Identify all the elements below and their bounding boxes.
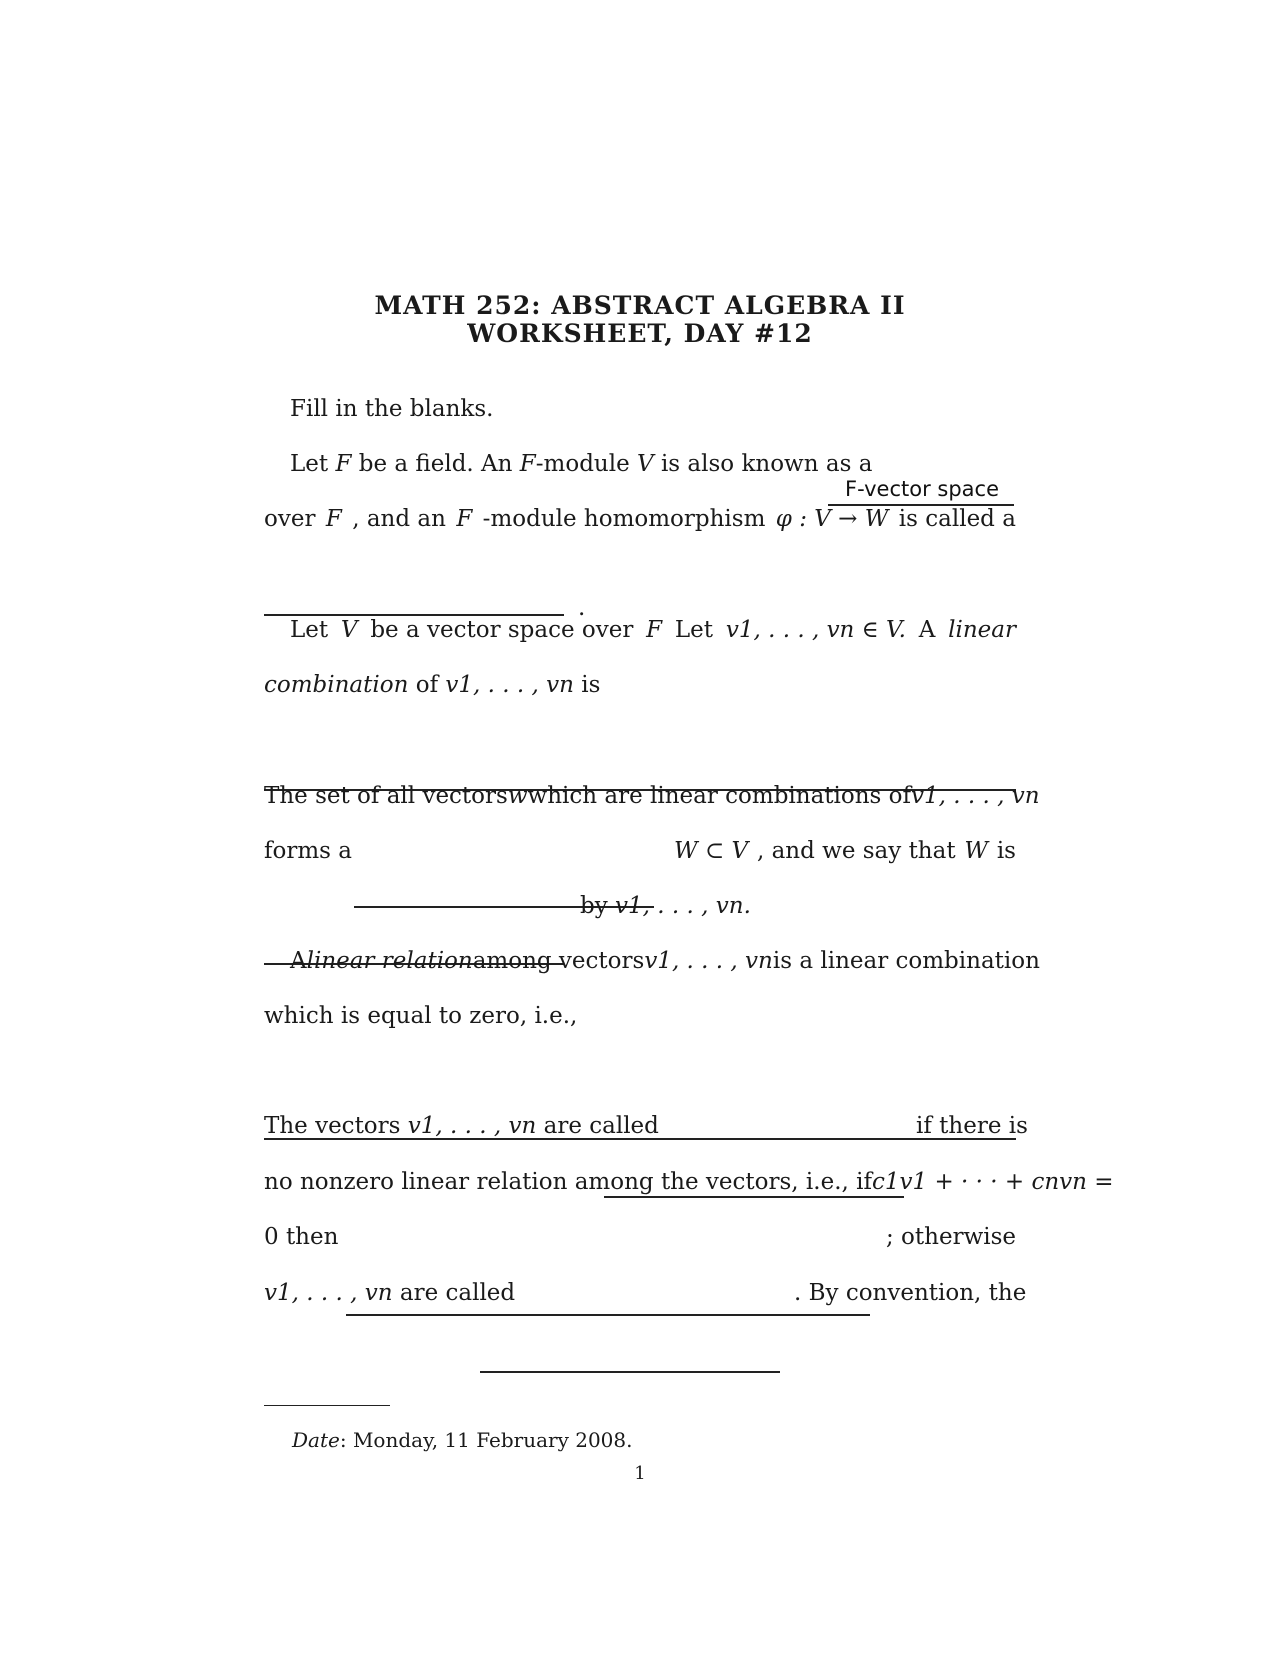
p1-line1: Let F be a field. An F-module V is also known as a (290, 451, 873, 477)
footnote-rule (264, 1405, 390, 1406)
blank-coefficients-zero[interactable] (346, 1314, 870, 1316)
p1-period: . (578, 595, 586, 621)
p3-line2-end: W ⊂ V , and we say that W is (674, 838, 1016, 864)
p3-line1: The set of all vectors w which are linear combinations of v1, . . . , vn (264, 783, 1040, 809)
p4-line2: which is equal to zero, i.e., (264, 1003, 578, 1029)
footnote-date: Date: Monday, 11 February 2008. (292, 1428, 633, 1452)
p5-line1-end: if there is (916, 1113, 1028, 1139)
blank-linear-map[interactable] (264, 614, 564, 616)
p5-line4-start: v1, . . . , vn are called (264, 1280, 516, 1306)
instructions: Fill in the blanks. (290, 396, 494, 422)
p5-line1-start: The vectors v1, . . . , vn are called (264, 1113, 659, 1139)
p5-line3-end: ; otherwise (886, 1224, 1017, 1250)
p5-line4-end: . By convention, the (794, 1280, 1027, 1306)
blank-linearly-independent[interactable] (604, 1196, 904, 1198)
p2-line1: Let V be a vector space over F Let v1, . . . , vn ∈ V. A linear (290, 617, 1016, 643)
answer-vector-space: F-vector space (845, 477, 999, 501)
p3-line3: by v1, . . . , vn. (580, 893, 751, 919)
p5-line2: no nonzero linear relation among the vectors, i.e., if c1v1 + · · · + cnvn = (264, 1169, 1114, 1195)
p4-line1: A linear relation among vectors v1, . . . , vn is a linear combination (290, 948, 1040, 974)
p2-line2: combination of v1, . . . , vn is (264, 672, 601, 698)
worksheet-title: WORKSHEET, DAY #12 (467, 319, 813, 348)
course-title: MATH 252: ABSTRACT ALGEBRA II (374, 291, 906, 320)
p3-line2-start: forms a (264, 838, 352, 864)
p1-line2: over F , and an F -module homomorphism φ : V → W is called a (264, 506, 1016, 532)
page-number: 1 (634, 1463, 646, 1484)
blank-linearly-dependent[interactable] (480, 1371, 780, 1373)
p5-line3-start: 0 then (264, 1224, 339, 1250)
